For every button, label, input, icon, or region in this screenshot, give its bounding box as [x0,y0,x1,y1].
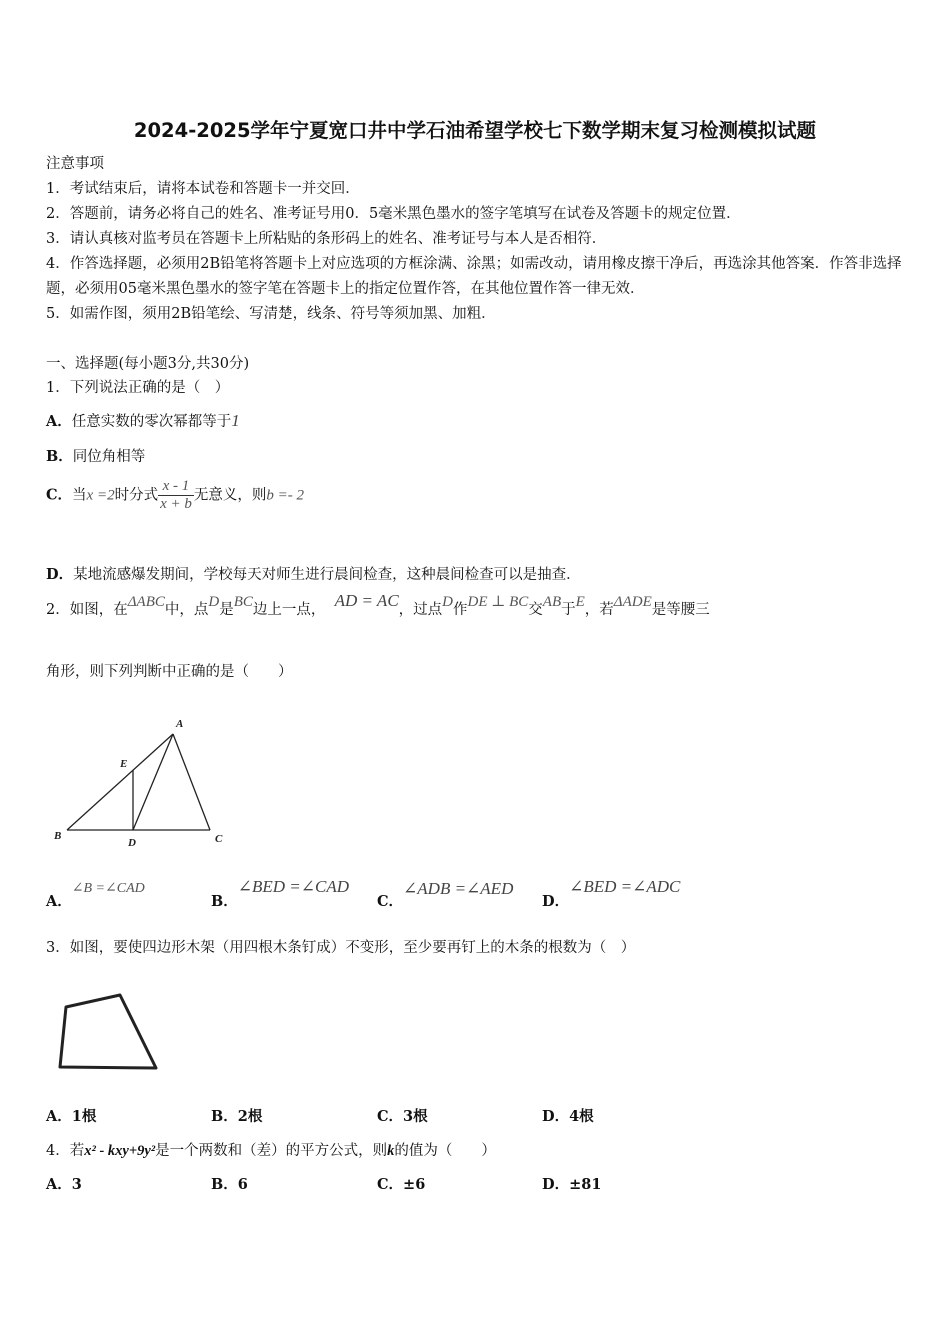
q3-stem: 3．如图，要使四边形木架（用四根木条钉成）不变形，至少要再钉上的木条的根数为（ ） [46,940,636,956]
q4-option-b [211,1173,248,1194]
q2-text: 交 [528,602,543,618]
q2-triangle-figure [50,712,240,852]
q3-b-label: B． [211,1108,238,1125]
q3-d-text: 4根 [569,1108,594,1125]
notice-item-2: 2．答题前，请务必将自己的姓名、准考证号用0．5毫米黑色墨水的签字笔填写在试卷及答题卡的规定位置． [46,206,741,222]
segment-ac [173,734,210,830]
q1-c-m2: b =- 2 [266,487,304,504]
q1-stem: 1．下列说法正确的是（ ） [46,380,230,396]
q2-option-a [46,881,145,911]
q3-option-a [46,1105,96,1126]
q2-math: D [442,594,454,610]
q4-d-label: D． [542,1176,570,1193]
q2-math: AD = AC [334,591,399,610]
notice-item-5: 5．如需作图，须用2B铅笔绘、写清楚，线条、符号等须加黑、加粗． [46,306,496,322]
q1-a-text: 任意实数的零次幂都等于 [71,414,232,430]
q4-c-label: C． [377,1176,404,1193]
page-title: 2024-2025学年宁夏宽口井中学石油希望学校七下数学期末复习检测模拟试题 [133,119,817,142]
q1-c-m1: x =2 [86,487,115,504]
q1-c-numerator: x - 1 [158,478,194,496]
q4-text: 是一个两数和（差）的平方公式，则 [155,1143,388,1159]
q3-option-d [542,1105,594,1126]
q4-d-text: ±81 [569,1176,602,1193]
section-heading: 一、选择题(每小题3分,共30分) [46,356,250,372]
q4-stem [46,1139,496,1160]
q1-c-t1: 当 [72,487,87,504]
q3-b-text: 2根 [237,1108,263,1125]
q3-quadrilateral-figure [52,990,162,1075]
q2-text: 是 [219,602,234,618]
label-b: B [54,830,62,842]
q2-option-c [377,879,514,911]
q2-math: BC [233,594,253,610]
q2-math: AB [542,594,562,610]
q1-b-label: B． [46,448,73,465]
q2-option-d [542,877,681,911]
q1-option-d [46,563,581,584]
segment-ba [67,734,173,830]
notice-item-3: 3．请认真核对监考员在答题卡上所粘贴的条形码上的姓名、准考证号与本人是否相符． [46,231,607,247]
label-e: E [120,758,128,770]
q1-option-c [46,478,304,513]
q2-a-math: ∠B =∠CAD [71,881,145,896]
q1-c-label: C． [46,486,73,504]
notice-heading: 注意事项 [46,156,104,172]
label-a: A [176,718,184,730]
q2-math: ΔABC [127,594,165,610]
q1-option-a [46,410,240,431]
q1-d-label: D． [46,566,74,583]
q4-option-d [542,1173,601,1194]
q4-a-text: 3 [71,1176,82,1193]
label-c: C [215,833,223,845]
q2-text: 作 [453,602,468,618]
q1-a-label: A． [46,413,72,430]
q1-c-fraction [158,478,194,513]
q2-stem-line2: 角形，则下列判断中正确的是（ ） [46,664,293,680]
q2-d-label: D． [542,893,570,910]
segment-ad [133,734,173,830]
q2-text: 边上一点， [252,602,326,618]
q1-a-math: 1 [231,411,240,430]
q2-text: 于 [561,602,576,618]
q1-c-t3: 无意义，则 [193,487,267,504]
q4-b-text: 6 [237,1176,248,1193]
q1-c-denominator: x + b [160,496,192,512]
q3-option-c [377,1105,428,1126]
q1-d-text: 某地流感爆发期间，学校每天对师生进行晨间检查，这种晨间检查可以是抽查． [73,567,581,583]
q3-d-label: D． [542,1108,570,1125]
q2-text: ，过点 [398,602,443,618]
q2-option-b [211,877,350,911]
q2-a-label: A． [46,893,72,910]
quadrilateral-frame [60,995,156,1068]
q2-b-math: ∠BED =∠CAD [237,877,350,896]
label-d: D [128,837,136,849]
q3-a-label: A． [46,1108,72,1125]
notice-item-1: 1．考试结束后，请将本试卷和答题卡一并交回． [46,181,360,197]
q4-option-c [377,1173,425,1194]
q2-text: 2．如图，在 [46,602,128,618]
notice-item-4: 4．作答选择题，必须用2B铅笔将答题卡上对应选项的方框涂满、涂黑；如需改动，请用橡皮擦干净后，再选涂其他答案．作答非选择题，必须用05毫米黑色墨水的签字笔在答题卡上的指定位置作答，在其他位置作答一律无效． [46,256,902,297]
q2-d-math: ∠BED =∠ADC [569,877,681,896]
q4-text: 4．若 [46,1143,85,1159]
q1-c-t2: 时分式 [114,487,159,504]
q4-text: 的值为（ ） [394,1143,496,1159]
q1-option-b [46,445,145,466]
q1-b-text: 同位角相等 [72,449,146,465]
q2-math: E [575,594,585,610]
q2-stem-line1 [46,591,710,619]
q4-c-text: ±6 [403,1176,426,1193]
q3-c-text: 3根 [403,1108,428,1125]
q2-text: ，若 [584,602,614,618]
q2-math: ΔADE [613,594,652,610]
q4-expression: x² - kxy+9y² [84,1143,156,1159]
q4-option-a [46,1173,82,1194]
q2-text: 是等腰三 [651,602,710,618]
q4-a-label: A． [46,1176,72,1193]
q2-c-label: C． [377,893,404,910]
q4-b-label: B． [211,1176,238,1193]
q3-option-b [211,1105,262,1126]
q2-b-label: B． [211,893,238,910]
q3-a-text: 1根 [71,1108,97,1125]
q4-k: k [387,1143,395,1159]
q3-c-label: C． [377,1108,404,1125]
q2-math: D [208,594,220,610]
q2-text: 中，点 [164,602,209,618]
q2-c-math: ∠ADB =∠AED [403,879,514,898]
q2-math: DE ⊥ BC [467,594,529,610]
